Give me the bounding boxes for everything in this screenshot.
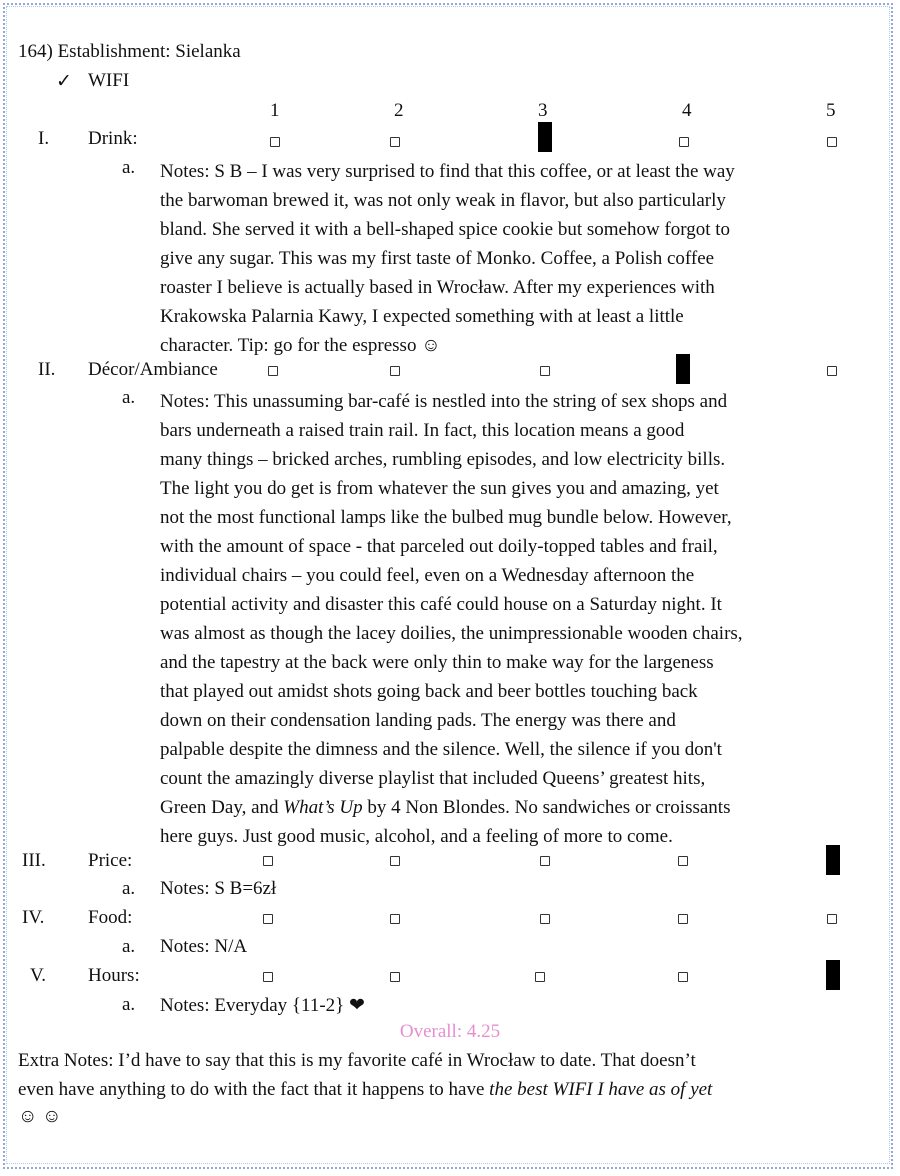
section-label-food: Food:: [88, 907, 133, 928]
section-label-price: Price:: [88, 850, 133, 871]
note-line: was almost as though the lacey doilies, the unimpressionable wooden chairs,: [160, 623, 743, 644]
note-marker: a.: [122, 878, 136, 899]
note-text: Green Day, and: [160, 797, 279, 818]
section-label-drink: Drink:: [88, 128, 138, 149]
establishment-title: 164) Establishment: Sielanka: [18, 41, 241, 62]
scale-label-4: 4: [682, 100, 692, 121]
check-icon: ✓: [56, 71, 72, 92]
rating-box[interactable]: [540, 914, 550, 924]
section-numeral: II.: [38, 359, 56, 380]
rating-box[interactable]: [263, 856, 273, 866]
price-notes: Notes: S B=6zł: [160, 878, 277, 899]
wifi-label: WIFI: [88, 70, 130, 91]
section-numeral: V.: [30, 965, 47, 986]
rating-box[interactable]: [263, 972, 273, 982]
rating-box[interactable]: [390, 972, 400, 982]
section-numeral: III.: [22, 850, 46, 871]
note-line: Krakowska Palarnia Kawy, I expected something with at least a little: [160, 306, 684, 327]
note-line: many things – bricked arches, rumbling episodes, and low electricity bills.: [160, 449, 726, 470]
extra-notes-line: [18, 1079, 712, 1101]
song-title: What’s Up: [283, 797, 363, 818]
rating-box[interactable]: [390, 914, 400, 924]
note-line: character. Tip: go for the espresso ☺: [160, 335, 441, 356]
note-line: roaster I believe is actually based in Wrocław. After my experiences with: [160, 277, 715, 298]
rating-box[interactable]: [678, 972, 688, 982]
rating-box[interactable]: [540, 856, 550, 866]
note-marker: a.: [122, 157, 136, 178]
extra-notes-text: even have anything to do with the fact that it happens to have: [18, 1079, 490, 1100]
rating-box[interactable]: [263, 914, 273, 924]
section-label-hours: Hours:: [88, 965, 140, 986]
note-line: give any sugar. This was my first taste of Monko. Coffee, a Polish coffee: [160, 248, 715, 269]
scale-label-2: 2: [394, 100, 404, 121]
extra-notes-emphasis: the best WIFI I have as of yet: [489, 1079, 713, 1100]
rating-box-selected[interactable]: [826, 960, 840, 990]
smiley-icons: ☺ ☺: [18, 1106, 62, 1127]
rating-box[interactable]: [390, 366, 400, 376]
rating-box[interactable]: [268, 366, 278, 376]
rating-box[interactable]: [827, 914, 837, 924]
drink-notes: [160, 157, 890, 360]
food-notes: Notes: N/A: [160, 936, 248, 957]
note-marker: a.: [122, 994, 136, 1015]
section-numeral: IV.: [22, 907, 45, 928]
rating-box[interactable]: [827, 366, 837, 376]
note-line: here guys. Just good music, alcohol, and a feeling of more to come.: [160, 826, 673, 847]
scale-label-5: 5: [826, 100, 836, 121]
rating-box[interactable]: [535, 972, 545, 982]
extra-notes-line: Extra Notes: I’d have to say that this is my favorite café in Wrocław to date. That doesn’t: [18, 1050, 696, 1071]
note-line: down on their condensation landing pads. The energy was there and: [160, 710, 676, 731]
note-line: the barwoman brewed it, was not only weak in flavor, but also particularly: [160, 190, 726, 211]
note-line: individual chairs – you could feel, even on a Wednesday afternoon the: [160, 565, 695, 586]
section-numeral: I.: [38, 128, 50, 149]
rating-box[interactable]: [270, 137, 280, 147]
rating-box[interactable]: [827, 137, 837, 147]
rating-box[interactable]: [390, 856, 400, 866]
note-line: Notes: S B – I was very surprised to find that this coffee, or at least the way: [160, 161, 735, 182]
rating-box[interactable]: [679, 137, 689, 147]
note-line: not the most functional lamps like the bulbed mug bundle below. However,: [160, 507, 732, 528]
note-marker: a.: [122, 387, 136, 408]
note-line: count the amazingly diverse playlist that included Queens’ greatest hits,: [160, 768, 706, 789]
note-line: potential activity and disaster this café could house on a Saturday night. It: [160, 594, 722, 615]
decor-notes: [160, 387, 890, 851]
note-line-with-title: [160, 793, 890, 822]
rating-box[interactable]: [390, 137, 400, 147]
note-marker: a.: [122, 936, 136, 957]
note-line: that played out amidst shots going back and beer bottles touching back: [160, 681, 698, 702]
rating-box-selected[interactable]: [538, 122, 552, 152]
note-text: by 4 Non Blondes. No sandwiches or croissants: [362, 797, 731, 818]
rating-box[interactable]: [678, 856, 688, 866]
note-line: The light you do get is from whatever the sun gives you and amazing, yet: [160, 478, 719, 499]
note-line: palpable despite the dimness and the silence. Well, the silence if you don't: [160, 739, 722, 760]
note-line: and the tapestry at the back were only thin to make way for the largeness: [160, 652, 714, 673]
scale-label-1: 1: [270, 100, 280, 121]
note-line: bars underneath a raised train rail. In fact, this location means a good: [160, 420, 685, 441]
overall-score: Overall: 4.25: [399, 1021, 501, 1042]
rating-box[interactable]: [678, 914, 688, 924]
note-line: Notes: This unassuming bar-café is nestled into the string of sex shops and: [160, 391, 728, 412]
rating-box-selected[interactable]: [826, 845, 840, 875]
section-label-decor: Décor/Ambiance: [88, 359, 218, 380]
scale-label-3: 3: [538, 100, 548, 121]
rating-box[interactable]: [540, 366, 550, 376]
rating-box-selected[interactable]: [676, 354, 690, 384]
hours-notes: Notes: Everyday {11-2} ❤: [160, 995, 365, 1016]
note-line: with the amount of space - that parceled out doily-topped tables and frail,: [160, 536, 718, 557]
note-line: bland. She served it with a bell-shaped spice cookie but somehow forgot to: [160, 219, 731, 240]
